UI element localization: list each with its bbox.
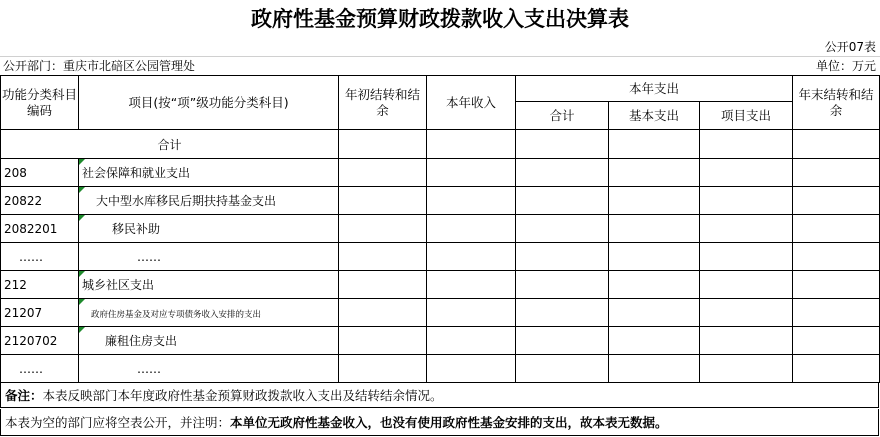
cell (793, 355, 880, 383)
cell (609, 187, 700, 215)
row-name-text: 社会保障和就业支出 (82, 166, 191, 180)
cell (700, 355, 793, 383)
cell-marker (79, 187, 85, 193)
cell (427, 271, 516, 299)
header-expense-project: 项目支出 (700, 102, 793, 130)
cell (516, 187, 609, 215)
cell (609, 299, 700, 327)
cell (700, 215, 793, 243)
cell (427, 327, 516, 355)
cell (427, 130, 516, 159)
row-name (79, 327, 339, 355)
cell (700, 159, 793, 187)
cell (427, 215, 516, 243)
cell-marker (79, 271, 85, 277)
cell (516, 215, 609, 243)
row-name-text: …… (137, 361, 161, 376)
cell (516, 271, 609, 299)
cell (793, 159, 880, 187)
cell (427, 243, 516, 271)
row-name-text: 廉租住房支出 (105, 334, 178, 348)
department-label: 公开部门：重庆市北碚区公园管理处 (3, 59, 196, 73)
row-name (79, 299, 339, 327)
note-text: 本表反映部门本年度政府性基金预算财政拨款收入支出及结转结余情况。 (42, 388, 443, 403)
cell (339, 187, 427, 215)
cell (427, 159, 516, 187)
cell (516, 243, 609, 271)
cell (516, 299, 609, 327)
row-name (79, 243, 339, 271)
unit-label: 单位：万元 (815, 59, 876, 73)
footer-row (0, 409, 879, 436)
cell (339, 271, 427, 299)
row-code: 2082201 (1, 215, 79, 243)
form-number: 公开07表 (824, 40, 876, 54)
cell (609, 271, 700, 299)
cell-marker (79, 327, 85, 333)
cell (516, 327, 609, 355)
header-expense-basic: 基本支出 (609, 102, 700, 130)
row-name (79, 187, 339, 215)
note-label: 备注： (5, 388, 43, 403)
row-name-text: 移民补助 (112, 222, 161, 236)
cell (339, 243, 427, 271)
row-code: 20822 (1, 187, 79, 215)
table-row (1, 159, 880, 187)
header-item: 项目(按“项”级功能分类科目) (79, 76, 339, 130)
cell-marker (79, 159, 85, 165)
cell (516, 130, 609, 159)
cell (339, 355, 427, 383)
cell (339, 159, 427, 187)
row-code: 212 (1, 271, 79, 299)
row-name (79, 159, 339, 187)
cell (793, 215, 880, 243)
budget-table (0, 75, 880, 383)
note-row (0, 383, 879, 408)
row-name (79, 215, 339, 243)
table-row (1, 215, 880, 243)
row-name-text: 大中型水库移民后期扶持基金支出 (96, 194, 277, 208)
table-row (1, 327, 880, 355)
table-row (1, 271, 880, 299)
cell-marker (79, 299, 85, 305)
row-code: 208 (1, 159, 79, 187)
row-name-text: 城乡社区支出 (82, 278, 155, 292)
total-label: 合计 (1, 130, 339, 159)
row-code: 21207 (1, 299, 79, 327)
table-row (1, 355, 880, 383)
cell (516, 355, 609, 383)
cell (427, 299, 516, 327)
cell (700, 130, 793, 159)
cell (793, 130, 880, 159)
total-row (1, 130, 880, 159)
cell (427, 355, 516, 383)
header-end-balance: 年末结转和结余 (793, 76, 880, 130)
cell (339, 215, 427, 243)
cell (700, 243, 793, 271)
row-code: …… (1, 243, 79, 271)
footer-text: 本表为空的部门应将空表公开，并注明： (5, 415, 231, 430)
cell (793, 187, 880, 215)
cell (339, 130, 427, 159)
cell (516, 159, 609, 187)
row-name-text: …… (137, 249, 161, 264)
cell (793, 299, 880, 327)
cell (339, 327, 427, 355)
cell (609, 355, 700, 383)
cell (793, 271, 880, 299)
cell (609, 159, 700, 187)
footer-bold-text: 本单位无政府性基金收入，也没有使用政府性基金安排的支出，故本表无数据。 (230, 415, 668, 430)
table-row (1, 187, 880, 215)
cell (427, 187, 516, 215)
table-row (1, 299, 880, 327)
row-name (79, 355, 339, 383)
cell (700, 299, 793, 327)
table-row (1, 243, 880, 271)
cell (793, 327, 880, 355)
cell (700, 187, 793, 215)
cell (609, 130, 700, 159)
row-code: 2120702 (1, 327, 79, 355)
cell (700, 327, 793, 355)
header-code: 功能分类科目编码 (1, 76, 79, 130)
cell (700, 271, 793, 299)
cell (793, 243, 880, 271)
row-name (79, 271, 339, 299)
header-income: 本年收入 (427, 76, 516, 130)
row-code: …… (1, 355, 79, 383)
header-expense-group: 本年支出 (516, 76, 793, 102)
cell (609, 215, 700, 243)
cell-marker (79, 215, 85, 221)
cell (609, 327, 700, 355)
cell (609, 243, 700, 271)
header-expense-total: 合计 (516, 102, 609, 130)
header-begin-balance: 年初结转和结余 (339, 76, 427, 130)
row-name-text: 政府住房基金及对应专项债务收入安排的支出 (91, 309, 262, 320)
cell (339, 299, 427, 327)
table-title: 政府性基金预算财政拨款收入支出决算表 (251, 6, 629, 31)
